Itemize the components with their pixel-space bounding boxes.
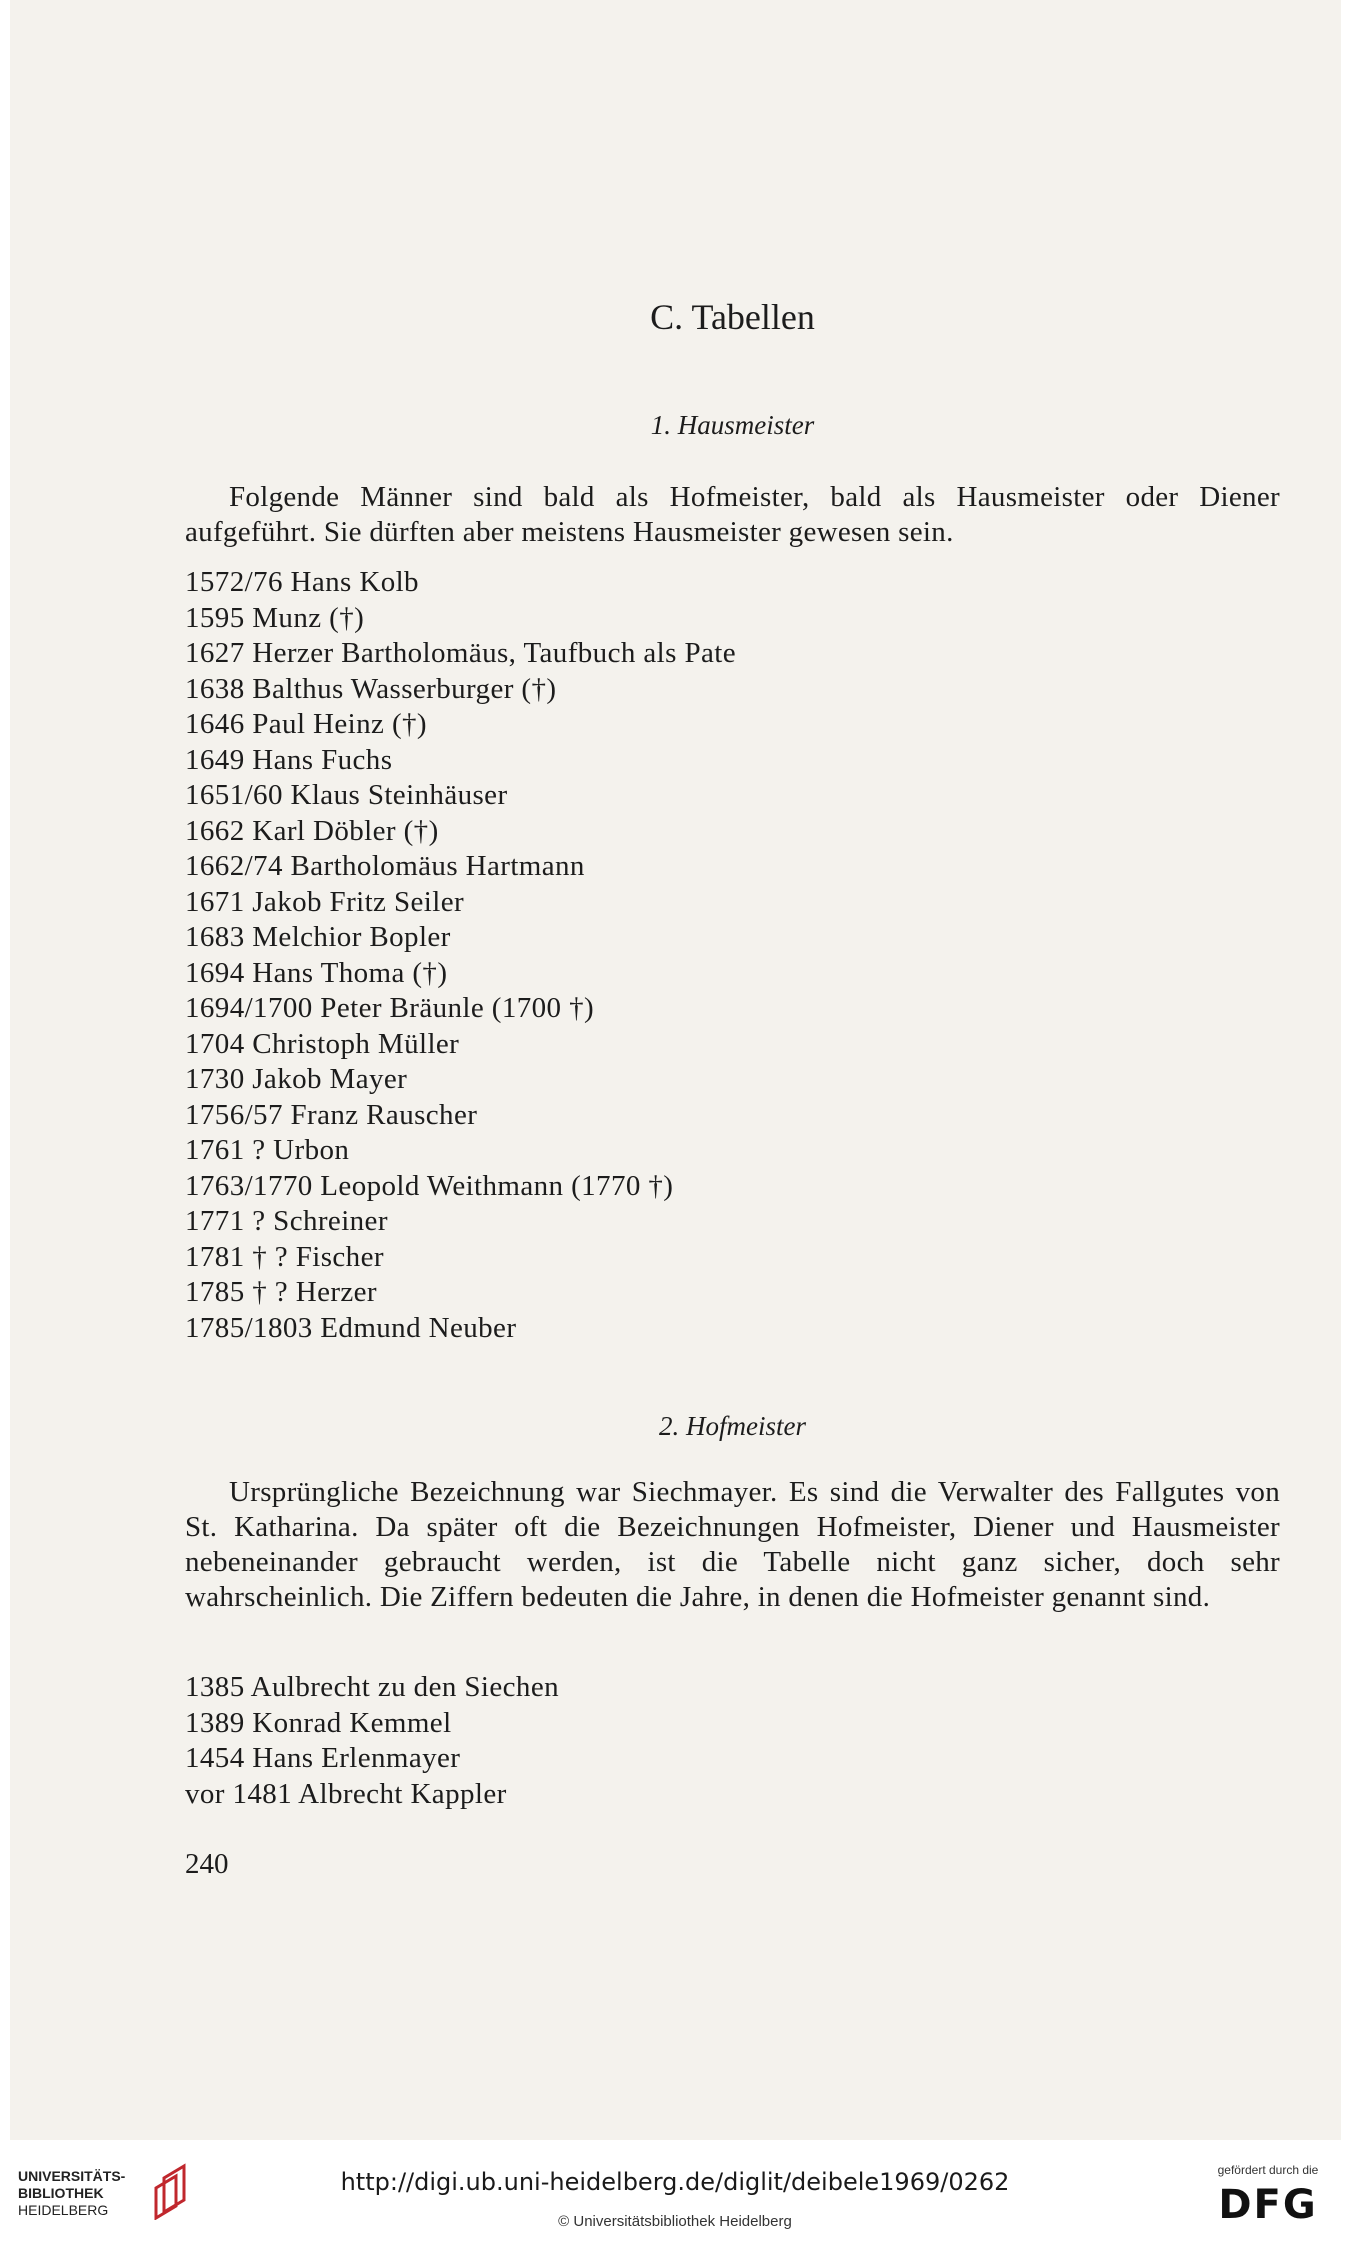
funding-label: gefördert durch die xyxy=(1217,2163,1319,2177)
hofmeister-intro: Ursprüngliche Bezeichnung war Siechmayer. Es sind die Verwalter des Fallgutes von St. Katharina. Da später oft die Bezeichnungen Hofmeister, Diener und Hausmeister nebeneinander gebraucht werden, ist die Tabelle nicht ganz sicher, doch sehr wahrscheinlich. Die Ziffern bedeuten die Jahre, in denen die Hofmeister genannt sind. xyxy=(185,1476,1280,1613)
hausmeister-entry: 1683 Melchior Bopler xyxy=(185,921,451,953)
hausmeister-entry: 1649 Hans Fuchs xyxy=(185,743,393,776)
section-title-hofmeister: 2. Hofmeister xyxy=(659,1411,806,1441)
hausmeister-entry: 1763/1770 Leopold Weithmann (1770 †) xyxy=(185,1169,674,1202)
hausmeister-entry: 1627 Herzer Bartholomäus, Taufbuch als Pate xyxy=(185,637,736,669)
hausmeister-entry: 1694/1700 Peter Bräunle (1700 †) xyxy=(185,992,595,1024)
hausmeister-entry: 1638 Balthus Wasserburger (†) xyxy=(185,672,557,705)
chapter-title: C. Tabellen xyxy=(650,297,815,337)
hausmeister-entry: 1572/76 Hans Kolb xyxy=(185,566,419,598)
page-number: 240 xyxy=(185,1848,229,1880)
dfg-logo: DFG xyxy=(1218,2182,1318,2228)
library-name-line1: UNIVERSITÄTS- xyxy=(18,2168,126,2184)
library-logo-icon xyxy=(150,2162,190,2220)
hausmeister-entry: 1646 Paul Heinz (†) xyxy=(185,708,427,740)
hausmeister-entry: 1785/1803 Edmund Neuber xyxy=(185,1311,517,1344)
hofmeister-list xyxy=(185,1670,1280,1812)
hofmeister-entry: 1454 Hans Erlenmayer xyxy=(185,1742,461,1774)
hausmeister-entry: 1756/57 Franz Rauscher xyxy=(185,1098,478,1131)
hausmeister-entry: 1671 Jakob Fritz Seiler xyxy=(185,885,465,918)
hausmeister-entry: 1761 ? Urbon xyxy=(185,1134,350,1166)
copyright-notice: © Universitätsbibliothek Heidelberg xyxy=(558,2213,792,2230)
hausmeister-entry: 1662/74 Bartholomäus Hartmann xyxy=(185,850,585,882)
hofmeister-entry: vor 1481 Albrecht Kappler xyxy=(185,1777,507,1810)
hausmeister-entry: 1704 Christoph Müller xyxy=(185,1027,460,1060)
hausmeister-entry: 1694 Hans Thoma (†) xyxy=(185,956,448,989)
page-url-link[interactable]: http://digi.ub.uni-heidelberg.de/diglit/deibele1969/0262 xyxy=(340,2168,1010,2196)
hausmeister-entry: 1595 Munz (†) xyxy=(185,601,365,634)
hausmeister-entry: 1651/60 Klaus Steinhäuser xyxy=(185,779,508,811)
hausmeister-entry: 1785 † ? Herzer xyxy=(185,1276,377,1308)
hausmeister-entry: 1662 Karl Döbler (†) xyxy=(185,814,439,847)
hausmeister-entry: 1781 † ? Fischer xyxy=(185,1240,384,1273)
hausmeister-intro: Folgende Männer sind bald als Hofmeister, bald als Hausmeister oder Diener aufgeführt. Sie dürften aber meistens Hausmeister gewesen sein. xyxy=(185,481,1280,548)
hausmeister-entry: 1771 ? Schreiner xyxy=(185,1205,388,1237)
hausmeister-entry: 1730 Jakob Mayer xyxy=(185,1063,408,1095)
hofmeister-entry: 1385 Aulbrecht zu den Siechen xyxy=(185,1671,560,1703)
hofmeister-entry: 1389 Konrad Kemmel xyxy=(185,1706,452,1739)
section-title-hausmeister: 1. Hausmeister xyxy=(650,410,815,440)
digitization-footer xyxy=(0,2148,1351,2248)
library-name-line2: BIBLIOTHEK xyxy=(18,2185,104,2201)
scanned-page xyxy=(10,0,1341,2140)
hausmeister-list xyxy=(185,565,1280,1346)
library-name-line3: HEIDELBERG xyxy=(18,2202,109,2218)
